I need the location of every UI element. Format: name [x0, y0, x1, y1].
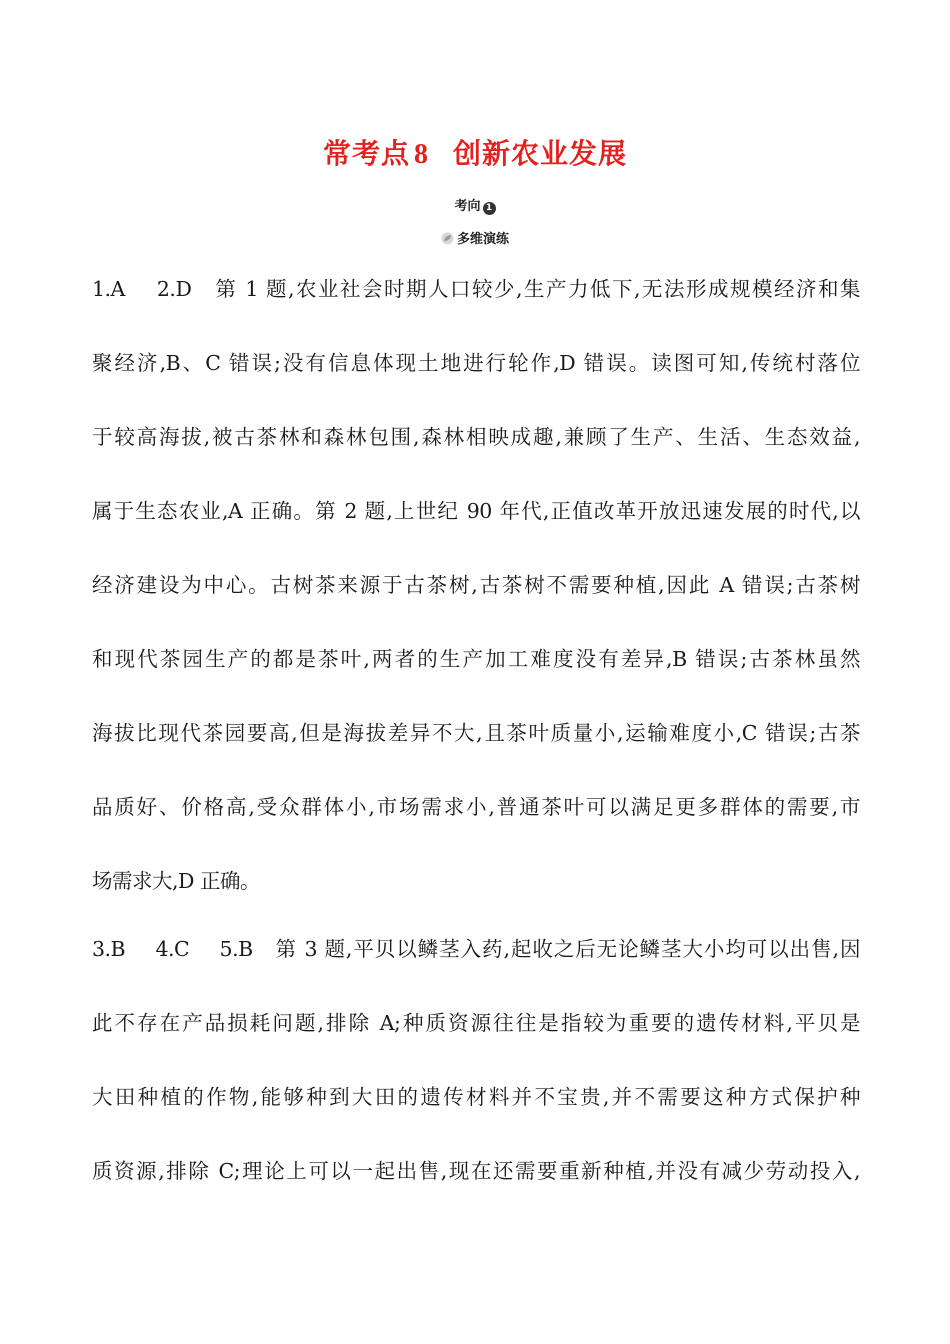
direction-label: 考向 — [454, 199, 481, 214]
text-line: 场需求大,D 正确。 — [92, 869, 260, 893]
section-label: 多维演练 — [456, 232, 509, 247]
section-heading — [0, 228, 950, 247]
text-line: 属于生态农业,A 正确。第 2 题,上世纪 90 年代,正值改革开放迅速发展的时代,以 — [92, 499, 860, 523]
text-line: 于较高海拔,被古茶林和森林包围,森林相映成趣,兼顾了生产、生活、生态效益, — [92, 425, 860, 449]
text-line: 1.A 2.D 第 1 题,农业社会时期人口较少,生产力低下,无法形成规模经济和集 — [92, 277, 860, 301]
text-line: 和现代茶园生产的都是茶叶,两者的生产加工难度没有差异,B 错误;古茶林虽然 — [92, 647, 860, 671]
text-line: 大田种植的作物,能够种到大田的遗传材料并不宝贵,并不需要这种方式保护种 — [92, 1085, 860, 1109]
text-line: 3.B 4.C 5.B 第 3 题,平贝以鳞茎入药,起收之后无论鳞茎大小均可以出售,因 — [92, 937, 860, 961]
title-number: 8 — [414, 139, 429, 170]
text-line: 品质好、价格高,受众群体小,市场需求小,普通茶叶可以满足更多群体的需要,市 — [92, 795, 860, 819]
number-badge-icon: 1 — [483, 202, 496, 215]
direction-heading — [0, 195, 950, 215]
text-line: 海拔比现代茶园要高,但是海拔差异不大,且茶叶质量小,运输难度小,C 错误;古茶 — [92, 721, 860, 745]
text-line: 此不存在产品损耗问题,排除 A;种质资源往往是指较为重要的遗传材料,平贝是 — [92, 1011, 860, 1035]
text-line: 聚经济,B、C 错误;没有信息体现土地进行轮作,D 错误。读图可知,传统村落位 — [92, 351, 860, 375]
text-line: 经济建设为中心。古树茶来源于古茶树,古茶树不需要种植,因此 A 错误;古茶树 — [92, 573, 860, 597]
text-line: 质资源,排除 C;理论上可以一起出售,现在还需要重新种植,并没有减少劳动投入, — [92, 1159, 860, 1183]
page-title — [0, 132, 950, 172]
title-text: 创新农业发展 — [453, 137, 628, 170]
leaf-icon — [441, 232, 454, 245]
title-prefix: 常考点 — [322, 137, 410, 170]
